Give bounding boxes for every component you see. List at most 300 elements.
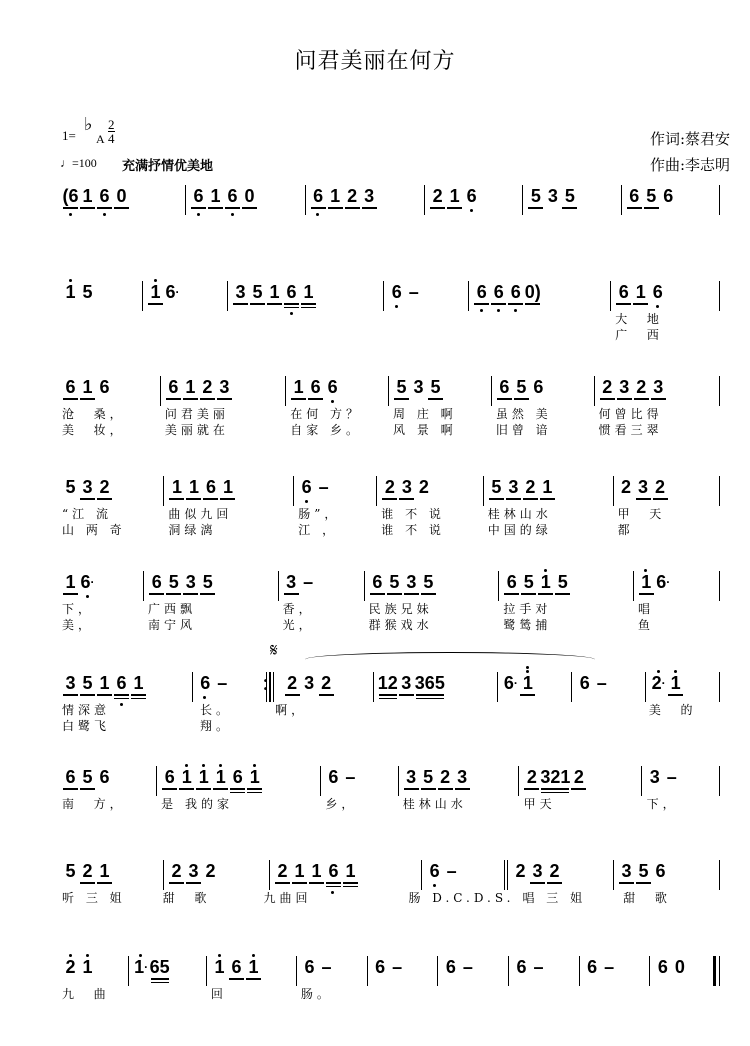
note xyxy=(79,571,96,601)
high-octave-dot xyxy=(253,764,256,767)
measure xyxy=(498,672,572,702)
note-digit: 2 xyxy=(277,861,288,881)
note xyxy=(505,476,522,506)
high-octave-dot xyxy=(218,954,221,957)
note-digit: 3 xyxy=(457,767,468,787)
measure-row xyxy=(58,860,720,890)
note-digit: 1 xyxy=(345,861,356,881)
measure xyxy=(58,376,161,406)
note-digit: (6 xyxy=(62,186,79,206)
note-digit: 1 xyxy=(198,767,209,787)
measure xyxy=(164,860,270,890)
lyric-text: 是 我的家 xyxy=(161,797,233,811)
lyric-text: 情深意 xyxy=(62,703,111,717)
measure xyxy=(484,476,614,506)
underline-beam xyxy=(80,788,95,790)
underline-beam xyxy=(644,207,659,209)
high-octave-dot xyxy=(544,569,547,572)
measure xyxy=(58,185,186,215)
underline-beam xyxy=(114,694,129,696)
note xyxy=(266,281,283,311)
note xyxy=(420,766,437,796)
note-digit: 6 xyxy=(99,186,110,206)
slur xyxy=(305,652,595,667)
lyric-text xyxy=(469,312,611,327)
note xyxy=(202,476,219,506)
note-digit: 2 xyxy=(205,861,216,881)
note xyxy=(96,185,113,215)
lyric-text: 南宁风 xyxy=(147,618,196,632)
note-digit: 3 xyxy=(185,572,196,592)
underline-beam xyxy=(203,498,218,500)
underline-beam xyxy=(428,398,443,400)
measure xyxy=(595,376,720,406)
underline-beam xyxy=(514,398,529,400)
note xyxy=(219,476,236,506)
note-digit: 5 xyxy=(646,186,657,206)
score-system xyxy=(58,281,720,343)
measure xyxy=(58,571,144,601)
lyric-text: 沧 桑， xyxy=(62,407,126,421)
measure xyxy=(297,956,368,986)
lyric-text: 问君美丽 xyxy=(164,407,229,421)
note xyxy=(199,376,216,406)
measure xyxy=(469,281,611,311)
underline-beam xyxy=(80,398,95,400)
note xyxy=(426,860,443,890)
measure xyxy=(642,766,720,796)
underline-beam xyxy=(284,593,299,595)
note xyxy=(388,281,405,311)
measure xyxy=(58,672,193,702)
note-digit: 6 xyxy=(164,767,175,787)
lyric-text: 虽然 美 xyxy=(495,407,552,421)
note-digit: 3 xyxy=(304,673,315,693)
lyric-text: 美 妆， xyxy=(62,423,126,437)
high-octave-dot xyxy=(154,279,157,282)
note-digit: 6 xyxy=(80,572,91,592)
note-digit: 1 xyxy=(542,477,553,497)
note-digit: 0 xyxy=(244,186,255,206)
underline-beam xyxy=(326,886,341,888)
underline-beam xyxy=(387,593,402,595)
repeat-dots: • • xyxy=(262,676,269,695)
note-digit: 1 xyxy=(540,572,551,592)
note xyxy=(616,376,633,406)
underline-beam xyxy=(506,498,521,500)
measure xyxy=(144,571,278,601)
note-digit: 6 xyxy=(663,186,674,206)
lyric-text xyxy=(495,719,570,734)
underline-beam xyxy=(430,207,445,209)
low-octave-dot xyxy=(203,696,206,699)
underline-beam xyxy=(328,207,343,209)
high-octave-dot xyxy=(69,279,72,282)
note-digit: 6 xyxy=(231,957,242,977)
note-digit: – xyxy=(217,673,228,693)
underline-beam xyxy=(169,882,184,884)
note-digit: – xyxy=(303,572,314,592)
underline-beam xyxy=(379,698,397,700)
lyric-text xyxy=(438,987,509,1002)
underline-beam xyxy=(491,303,506,305)
lyric-text xyxy=(271,719,367,734)
underline-beam xyxy=(571,788,586,790)
note xyxy=(530,376,547,406)
note-digit: 6 xyxy=(313,186,324,206)
measure xyxy=(509,956,580,986)
note xyxy=(650,376,667,406)
high-octave-dot xyxy=(69,954,72,957)
note-digit: 5 xyxy=(168,572,179,592)
underline-beam xyxy=(80,694,95,696)
high-octave-dot xyxy=(674,670,677,673)
note xyxy=(410,376,427,406)
note xyxy=(522,476,539,506)
note xyxy=(667,672,684,702)
note xyxy=(62,672,79,702)
note xyxy=(207,185,224,215)
note xyxy=(182,571,199,601)
lyric-text: 乡， xyxy=(325,797,358,811)
measure xyxy=(389,376,492,406)
measure xyxy=(58,860,164,890)
note-digit: 1 xyxy=(181,767,192,787)
low-octave-dot xyxy=(480,309,483,312)
note-digit: 2 xyxy=(440,767,451,787)
note-digit: 6 xyxy=(579,673,590,693)
measure xyxy=(492,376,595,406)
score-system xyxy=(58,185,720,217)
note-digit: 1 xyxy=(522,673,533,693)
low-octave-dot xyxy=(86,595,89,598)
note xyxy=(185,476,202,506)
note-digit: 6 xyxy=(510,282,521,302)
underline-beam xyxy=(651,398,666,400)
measure xyxy=(143,281,228,311)
lyric-text: 鹭鸶捕 xyxy=(503,618,552,632)
note-digit: 2 xyxy=(602,377,613,397)
segno-sign: 𝄋 xyxy=(270,640,278,661)
note-digit: 3 xyxy=(413,377,424,397)
underline-beam xyxy=(301,303,316,305)
augmentation-dot: · xyxy=(513,676,518,690)
lyric-text: 民族兄妹 xyxy=(368,602,433,616)
measure xyxy=(377,476,483,506)
note-digit: 1 xyxy=(215,767,226,787)
underline-beam xyxy=(634,398,649,400)
note-digit: 3 xyxy=(65,673,76,693)
note-digit: 1 xyxy=(82,957,93,977)
note-digit: 2 xyxy=(82,861,93,881)
note-digit: 6 xyxy=(193,186,204,206)
note-digit: – xyxy=(604,957,615,977)
note-digit: 5 xyxy=(423,572,434,592)
note-digit: 0) xyxy=(524,282,541,302)
note-digit: 5 xyxy=(557,572,568,592)
underline-beam xyxy=(151,978,169,980)
underline-beam xyxy=(541,792,569,794)
underline-beam xyxy=(80,207,95,209)
composer: 作曲:李志明 xyxy=(649,156,730,174)
note-digit: 2 xyxy=(321,673,332,693)
measure-row xyxy=(58,476,720,506)
note xyxy=(427,376,444,406)
measure-row xyxy=(58,956,720,986)
note xyxy=(520,571,537,601)
note-digit: – xyxy=(596,673,607,693)
note xyxy=(283,281,300,311)
note xyxy=(638,571,655,601)
note-digit: 6 xyxy=(657,957,668,977)
note xyxy=(386,571,403,601)
note xyxy=(633,376,650,406)
underline-beam xyxy=(162,788,177,790)
underline-beam xyxy=(319,694,334,696)
lyric-text: “江 流 xyxy=(62,507,112,521)
lyrics-line xyxy=(58,797,720,812)
note xyxy=(544,185,561,215)
measure xyxy=(306,185,426,215)
note xyxy=(318,672,335,702)
measure xyxy=(425,185,523,215)
note-digit: 1 xyxy=(82,377,93,397)
note-digit: 5 xyxy=(65,861,76,881)
lyric-text: 香， xyxy=(282,602,315,616)
note-digit: 2 xyxy=(573,767,584,787)
lyric-text: 听 三 姐 xyxy=(62,891,126,905)
note-digit: 0 xyxy=(674,957,685,977)
lyrics-line xyxy=(58,407,720,422)
underline-beam xyxy=(555,593,570,595)
note xyxy=(307,376,324,406)
underline-beam xyxy=(200,593,215,595)
underline-beam xyxy=(114,207,129,209)
underline-beam xyxy=(311,207,326,209)
measure xyxy=(58,766,157,796)
note-digit: 1 xyxy=(248,957,259,977)
note-digit: 3 xyxy=(621,861,632,881)
lyric-text: 曲似九回 xyxy=(168,507,233,521)
note-digit: 1 xyxy=(293,377,304,397)
lyric-text: 大 地 xyxy=(615,312,663,326)
note-digit: 5 xyxy=(530,186,541,206)
augmentation-dot: · xyxy=(90,575,95,589)
lyric-text: 肠 D.C.D.S. xyxy=(408,891,515,905)
lyric-text: 鱼 xyxy=(638,618,655,632)
lyric-text xyxy=(228,328,385,343)
note xyxy=(79,672,96,702)
note xyxy=(161,766,178,796)
lyric-text: 唱 三 姐 xyxy=(522,891,587,905)
lyrics-line xyxy=(58,703,720,718)
underline-beam xyxy=(291,398,306,400)
note-digit: 1 xyxy=(294,861,305,881)
time-top: 2 xyxy=(108,117,115,132)
lyric-text xyxy=(649,987,720,1002)
score-system xyxy=(58,571,720,633)
measure xyxy=(58,476,164,506)
measure-row xyxy=(58,281,720,311)
note-digit: 2 xyxy=(171,861,182,881)
note-digit: 6 xyxy=(65,767,76,787)
measure xyxy=(321,766,399,796)
lyric-text: 洞绿漓 xyxy=(168,523,217,537)
time-signature xyxy=(108,118,115,145)
underline-beam xyxy=(528,207,543,209)
note-digit: 6 xyxy=(165,282,176,302)
note xyxy=(443,860,460,890)
note xyxy=(96,476,113,506)
note-digit: 6 xyxy=(301,477,312,497)
low-octave-dot xyxy=(656,305,659,308)
note-digit: 3 xyxy=(219,377,230,397)
underline-beam xyxy=(636,498,651,500)
note-digit: 3 xyxy=(286,572,297,592)
note xyxy=(524,281,541,311)
note xyxy=(654,956,671,986)
note xyxy=(79,376,96,406)
note-digit: 2 xyxy=(347,186,358,206)
high-octave-dot xyxy=(252,954,255,957)
note xyxy=(527,185,544,215)
note xyxy=(202,860,219,890)
note-digit: 6 xyxy=(445,957,456,977)
note xyxy=(96,860,113,890)
note-digit: 3 xyxy=(406,767,417,787)
note xyxy=(405,281,422,311)
note xyxy=(284,672,301,702)
note xyxy=(113,672,130,702)
note xyxy=(62,956,79,986)
lyric-text: 九 曲 xyxy=(62,987,110,1001)
note xyxy=(584,956,601,986)
lyrics-line xyxy=(58,891,720,906)
underline-beam xyxy=(547,882,562,884)
measure xyxy=(422,860,508,890)
underline-beam xyxy=(284,307,299,309)
note-digit: 3 xyxy=(547,186,558,206)
lyric-text xyxy=(508,987,579,1002)
underline-beam xyxy=(285,694,300,696)
underline-beam xyxy=(416,694,444,696)
note-digit: 2 xyxy=(549,861,560,881)
low-octave-dot xyxy=(316,213,319,216)
note-digit: 5 xyxy=(523,572,534,592)
note-digit: 1 xyxy=(303,282,314,302)
underline-beam xyxy=(309,882,324,884)
note xyxy=(398,476,415,506)
measure xyxy=(519,766,642,796)
note-digit: – xyxy=(392,957,403,977)
note xyxy=(96,376,113,406)
underline-beam xyxy=(525,303,540,305)
underline-beam xyxy=(63,788,78,790)
measure-row xyxy=(58,185,720,215)
note xyxy=(300,571,317,601)
note xyxy=(655,571,672,601)
note-digit: 2 xyxy=(65,957,76,977)
note-digit: 1 xyxy=(311,861,322,881)
note xyxy=(79,185,96,215)
note xyxy=(246,766,263,796)
note-digit: 1 xyxy=(670,673,681,693)
note xyxy=(178,766,195,796)
note-digit: 6 xyxy=(656,572,667,592)
augmentation-dot: · xyxy=(666,575,671,589)
note xyxy=(301,672,318,702)
note-digit: 1 xyxy=(214,957,225,977)
note xyxy=(539,476,556,506)
underline-beam xyxy=(562,207,577,209)
low-octave-dot xyxy=(514,309,517,312)
note xyxy=(372,956,389,986)
underline-beam xyxy=(504,593,519,595)
note-digit: 6 xyxy=(65,377,76,397)
note xyxy=(291,860,308,890)
low-octave-dot xyxy=(120,703,123,706)
note xyxy=(398,672,415,702)
note-digit: 6 xyxy=(310,377,321,397)
underline-beam xyxy=(530,882,545,884)
underline-beam xyxy=(521,593,536,595)
note xyxy=(530,956,547,986)
note-digit: 2 xyxy=(432,186,443,206)
note-digit: 3 xyxy=(649,767,660,787)
lyrics-line xyxy=(58,507,720,522)
lyric-text: 白鹭飞 xyxy=(62,719,111,733)
note xyxy=(229,766,246,796)
note-digit: 5 xyxy=(65,477,76,497)
underline-beam xyxy=(230,792,245,794)
measure xyxy=(523,185,621,215)
note-digit: 2 xyxy=(515,861,526,881)
note-digit: 5 xyxy=(82,767,93,787)
lyric-text xyxy=(579,987,650,1002)
lyric-text: 谁 不 说 xyxy=(381,523,445,537)
underline-beam xyxy=(114,698,129,700)
note-digit: – xyxy=(533,957,544,977)
lyric-text: 南 方， xyxy=(62,797,126,811)
note xyxy=(626,185,643,215)
note-digit: 3 xyxy=(653,377,664,397)
note xyxy=(147,281,164,311)
note xyxy=(519,672,536,702)
measure xyxy=(294,476,377,506)
note xyxy=(113,185,130,215)
note xyxy=(241,185,258,215)
note-digit: 2 xyxy=(525,477,536,497)
score-system xyxy=(58,376,720,438)
underline-beam xyxy=(404,788,419,790)
note xyxy=(442,956,459,986)
note-digit: 6 xyxy=(391,282,402,302)
note xyxy=(643,185,660,215)
note-digit: 5 xyxy=(491,477,502,497)
measure xyxy=(508,860,614,890)
lyric-text xyxy=(58,328,143,343)
measure xyxy=(270,860,422,890)
lyrics-line xyxy=(58,987,720,1002)
note-digit: 5 xyxy=(638,861,649,881)
note-digit: 1 xyxy=(99,673,110,693)
note-digit: 12 xyxy=(377,673,398,693)
lyrics-line xyxy=(58,423,720,438)
measure xyxy=(161,376,286,406)
measure xyxy=(438,956,509,986)
lyric-text xyxy=(367,719,495,734)
note xyxy=(437,766,454,796)
